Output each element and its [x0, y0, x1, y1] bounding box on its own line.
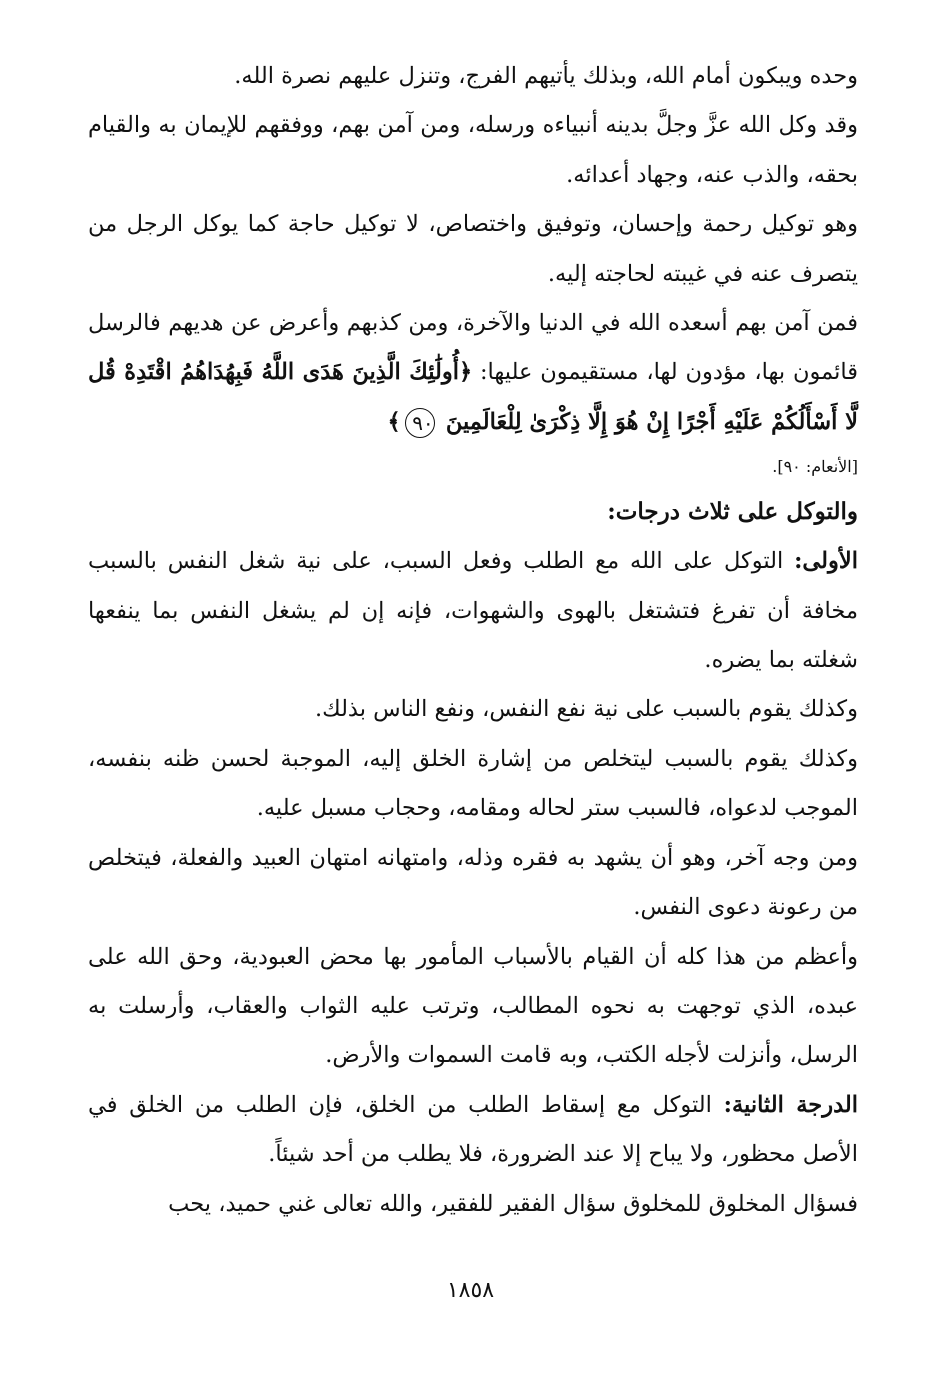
first-degree-text: التوكل على الله مع الطلب وفعل السبب، على نية شغل النفس بالسبب مخافة أن تفرغ فتشتغل بالهوى والشهوات، فإنه إن لم يشغل النفس بما ينفعها شغلته بما يضره. [88, 548, 858, 674]
page-body [88, 52, 858, 1229]
second-degree-paragraph [88, 1081, 858, 1180]
paragraph: وكذلك يقوم بالسبب على نية نفع النفس، ونفع الناس بذلك. [314, 696, 858, 723]
verse-close-bracket: ﴾ [387, 408, 401, 435]
page-number: ١٨٥٨ [446, 1278, 495, 1303]
paragraph: وكذلك يقوم بالسبب ليتخلص من إشارة الخلق إليه، الموجبة لحسن ظنه بنفسه، الموجب لدعواه، فالسبب ستر لحاله ومقامه، وحجاب مسبل عليه. [88, 745, 858, 822]
paragraph: وأعظم من هذا كله أن القيام بالأسباب المأمور بها محض العبودية، وحق الله على عبده، الذي توجهت به نحوه المطالب، وترتب عليه الثواب والعقاب، وأرسلت به الرسل، وأنزلت لأجله الكتب، وبه قامت السموات والأرض. [88, 943, 858, 1069]
paragraph: وهو توكيل رحمة وإحسان، وتوفيق واختصاص، لا توكيل حاجة كما يوكل الرجل من يتصرف عنه في غيبته لحاجته إليه. [88, 211, 858, 287]
paragraph: فسؤال المخلوق للمخلوق سؤال الفقير للفقير، والله تعالى غني حميد، يحب [168, 1190, 858, 1217]
verse-citation: [الأنعام: ٩٠]. [772, 457, 858, 477]
quran-verse: ﴿أُولَٰئِكَ الَّذِينَ هَدَى اللَّهُ فَبِهُدَاهُمُ اقْتَدِهْ قُل لَّا أَسْأَلُكُمْ عَلَيْهِ أَجْرًا إِنْ هُوَ إِلَّا ذِكْرَىٰ لِلْعَالَمِينَ [88, 359, 858, 435]
first-degree-paragraph [88, 537, 858, 685]
paragraph: وقد وكل الله عزَّ وجلَّ بدينه أنبياءه ورسله، ومن آمن بهم، ووفقهم للإيمان به والقيام بحقه، والذب عنه، وجهاد أعدائه. [88, 112, 858, 188]
first-degree-label: الأولى: [794, 548, 858, 575]
second-degree-text: التوكل مع إسقاط الطلب من الخلق، فإن الطلب من الخلق في الأصل محظور، ولا يباح إلا عند الضرورة، فلا يطلب من أحد شيئاً. [88, 1091, 858, 1168]
paragraph: وحده ويبكون أمام الله، وبذلك يأتيهم الفرج، وتنزل عليهم نصرة الله. [234, 63, 858, 89]
verse-paragraph [88, 299, 858, 447]
verse-intro: فمن آمن بهم أسعده الله في الدنيا والآخرة، ومن كذبهم وأعرض عن هديهم فالرسل قائمون بها، مؤدون لها، مستقيمون عليها: [88, 310, 858, 386]
ayah-number-mark: ٩٠ [405, 408, 435, 438]
paragraph: ومن وجه آخر، وهو أن يشهد به فقره وذله، وامتهانه امتهان العبيد والفعلة، فيتخلص من رعونة دعوى النفس. [88, 844, 858, 921]
second-degree-label: الدرجة الثانية: [723, 1091, 858, 1118]
section-heading: والتوكل على ثلاث درجات: [607, 498, 858, 526]
